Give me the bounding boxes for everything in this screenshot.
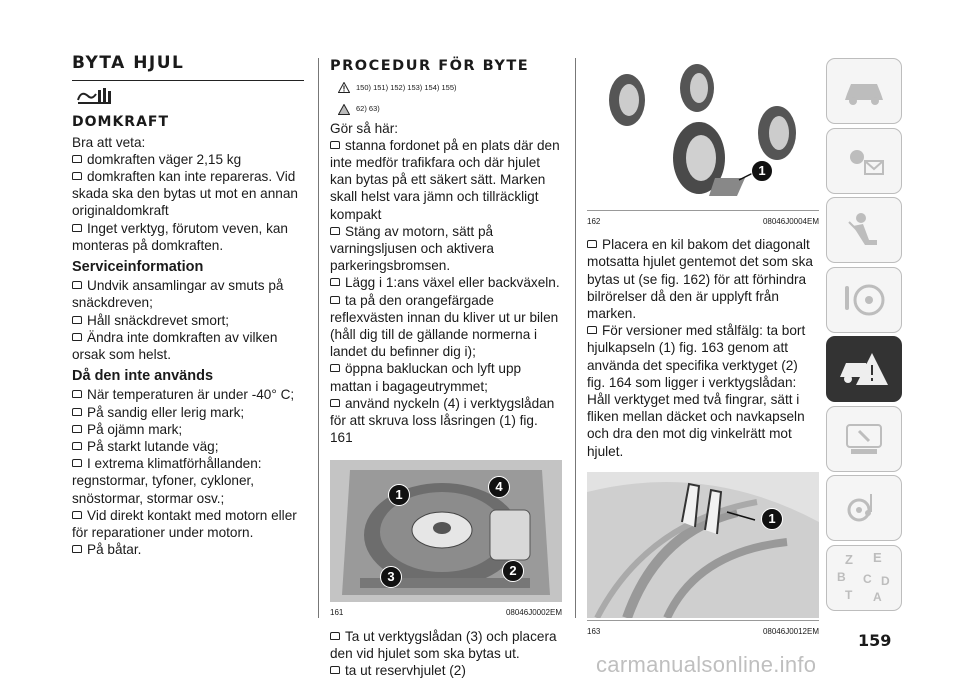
subheading-jack: DOMKRAFT bbox=[72, 114, 170, 131]
list-item: ta på den orangefärgade reflexvästen innan du kliver ut ur bilen (håll dig till de gällande normerna i landet du befinner dig i); bbox=[330, 292, 562, 361]
callout-marker: 3 bbox=[380, 566, 402, 588]
figure-161-trunk bbox=[330, 460, 562, 602]
list-item: När temperaturen är under -40° C; bbox=[72, 386, 304, 403]
wheels-with-chock-illustration bbox=[587, 58, 819, 208]
list-item: domkraften kan inte repareras. Vid skada ska den bytas ut mot en annan originaldomkraft bbox=[72, 168, 304, 220]
list-item: På sandig eller lerig mark; bbox=[72, 404, 304, 421]
list-item: Undvik ansamlingar av smuts på snäckdreven; bbox=[72, 277, 304, 311]
figure-number: 162 bbox=[587, 217, 601, 226]
seat-airbag-icon[interactable] bbox=[826, 197, 902, 263]
section-title: BYTA HJUL bbox=[72, 53, 185, 73]
car-icon[interactable] bbox=[826, 58, 902, 124]
figure-caption bbox=[587, 620, 819, 640]
figure-code: 08046J0012EM bbox=[762, 626, 819, 636]
list-item: Vid direkt kontakt med motorn eller för reparationer under motorn. bbox=[72, 507, 304, 541]
multimedia-icon[interactable] bbox=[826, 475, 902, 541]
index-icon[interactable] bbox=[826, 545, 902, 611]
list-item: Ta ut verktygslådan (3) och placera den vid hjulet som ska bytas ut. bbox=[330, 628, 562, 662]
list-item: Håll snäckdrevet smort; bbox=[72, 312, 304, 329]
warning-triangle-icon bbox=[338, 82, 350, 93]
jack-symbol-icon bbox=[76, 86, 304, 110]
chapter-sidebar bbox=[826, 58, 902, 614]
index-letter: B bbox=[837, 569, 846, 584]
steering-wheel-icon[interactable] bbox=[826, 267, 902, 333]
index-letter: C bbox=[863, 571, 872, 586]
list-item: På starkt lutande väg; bbox=[72, 438, 304, 455]
intro-text: Gör så här: bbox=[330, 120, 398, 136]
list-item: ta ut reservhjulet (2) bbox=[330, 662, 562, 679]
emergency-icon[interactable] bbox=[826, 336, 902, 402]
callout-marker: 2 bbox=[502, 560, 524, 582]
subheading-not-used: Då den inte används bbox=[72, 368, 214, 385]
figure-163-hubcap bbox=[587, 472, 819, 618]
caution-refs bbox=[338, 100, 562, 117]
figure-caption bbox=[330, 602, 562, 621]
figure-code: 08046J0002EM bbox=[505, 608, 562, 618]
figure-caption bbox=[587, 210, 819, 230]
column-divider bbox=[318, 58, 319, 618]
index-letter: D bbox=[881, 573, 890, 588]
procedure-title: PROCEDUR FÖR BYTE bbox=[330, 58, 530, 74]
index-letter: Z bbox=[845, 551, 853, 567]
callout-marker: 4 bbox=[488, 476, 510, 498]
warning-refs-text: 150) 151) 152) 153) 154) 155) bbox=[356, 83, 457, 93]
hubcap-removal-illustration bbox=[587, 472, 819, 618]
figure-162-wheel-chock bbox=[587, 58, 819, 208]
watermark: carmanualsonline.info bbox=[596, 652, 817, 677]
list-item: Lägg i 1:ans växel eller backväxeln. bbox=[330, 274, 562, 291]
list-item: använd nyckeln (4) i verktygslådan för att skruva loss låsringen (1) fig. 161 bbox=[330, 395, 562, 447]
index-letter: E bbox=[873, 549, 882, 565]
list-item: Placera en kil bakom det diagonalt motsatta hjulet gentemot det som ska bytas ut (se fig. 162) för att förhindra bilrörelser då den är upplyft från marken. bbox=[587, 236, 819, 322]
list-item: domkraften väger 2,15 kg bbox=[72, 151, 304, 168]
list-item: På ojämn mark; bbox=[72, 421, 304, 438]
index-letter: A bbox=[873, 589, 882, 604]
subheading-service: Serviceinformation bbox=[72, 259, 204, 276]
list-item: öppna bakluckan och lyft upp mattan i bagageutrymmet; bbox=[330, 360, 562, 394]
list-item: Stäng av motorn, sätt på varningsljusen och aktivera parkeringsbromsen. bbox=[330, 223, 562, 275]
callout-marker: 1 bbox=[388, 484, 410, 506]
warning-refs bbox=[338, 79, 562, 96]
caution-icon bbox=[338, 104, 350, 115]
list-item: För versioner med stålfälg: ta bort hjulkapseln (1) fig. 163 genom att använda det specifika verktyget (2) fig. 164 som ligger i verktygslådan: Håll verktyget med två fingrar, sätt i fliken mellan däcket och navkapseln och dra den mot dig vinkelrätt mot hjulet. bbox=[587, 322, 819, 460]
column-continued bbox=[587, 58, 819, 646]
warning-lights-icon[interactable] bbox=[826, 128, 902, 194]
list-item: stanna fordonet på en plats där den inte medför trafikfara och där hjulet kan bytas på ett säkert sätt. Marken skall helst vara jämn och tillräckligt kompakt bbox=[330, 137, 562, 223]
intro-text: Bra att veta: bbox=[72, 134, 146, 150]
maintenance-icon[interactable] bbox=[826, 406, 902, 472]
list-item: I extrema klimatförhållanden: regnstormar, tyfoner, cykloner, snöstormar, stormar osv.; bbox=[72, 455, 304, 507]
spare-wheel-well-illustration bbox=[330, 460, 562, 602]
figure-code: 08046J0004EM bbox=[762, 217, 819, 226]
figure-number: 163 bbox=[587, 626, 601, 636]
list-item: Ändra inte domkraften av vilken orsak som helst. bbox=[72, 329, 304, 363]
caution-refs-text: 62) 63) bbox=[356, 104, 380, 114]
callout-marker: 1 bbox=[761, 508, 783, 530]
column-jack bbox=[72, 55, 304, 558]
column-procedure bbox=[330, 58, 562, 679]
section-title-wrap bbox=[72, 55, 304, 81]
callout-marker: 1 bbox=[751, 160, 773, 182]
figure-number: 161 bbox=[330, 608, 344, 618]
index-letter: T bbox=[845, 587, 853, 602]
page-number: 159 bbox=[858, 631, 892, 650]
list-item: På båtar. bbox=[72, 541, 304, 558]
column-divider bbox=[575, 58, 576, 618]
list-item: Inget verktyg, förutom veven, kan monteras på domkraften. bbox=[72, 220, 304, 254]
